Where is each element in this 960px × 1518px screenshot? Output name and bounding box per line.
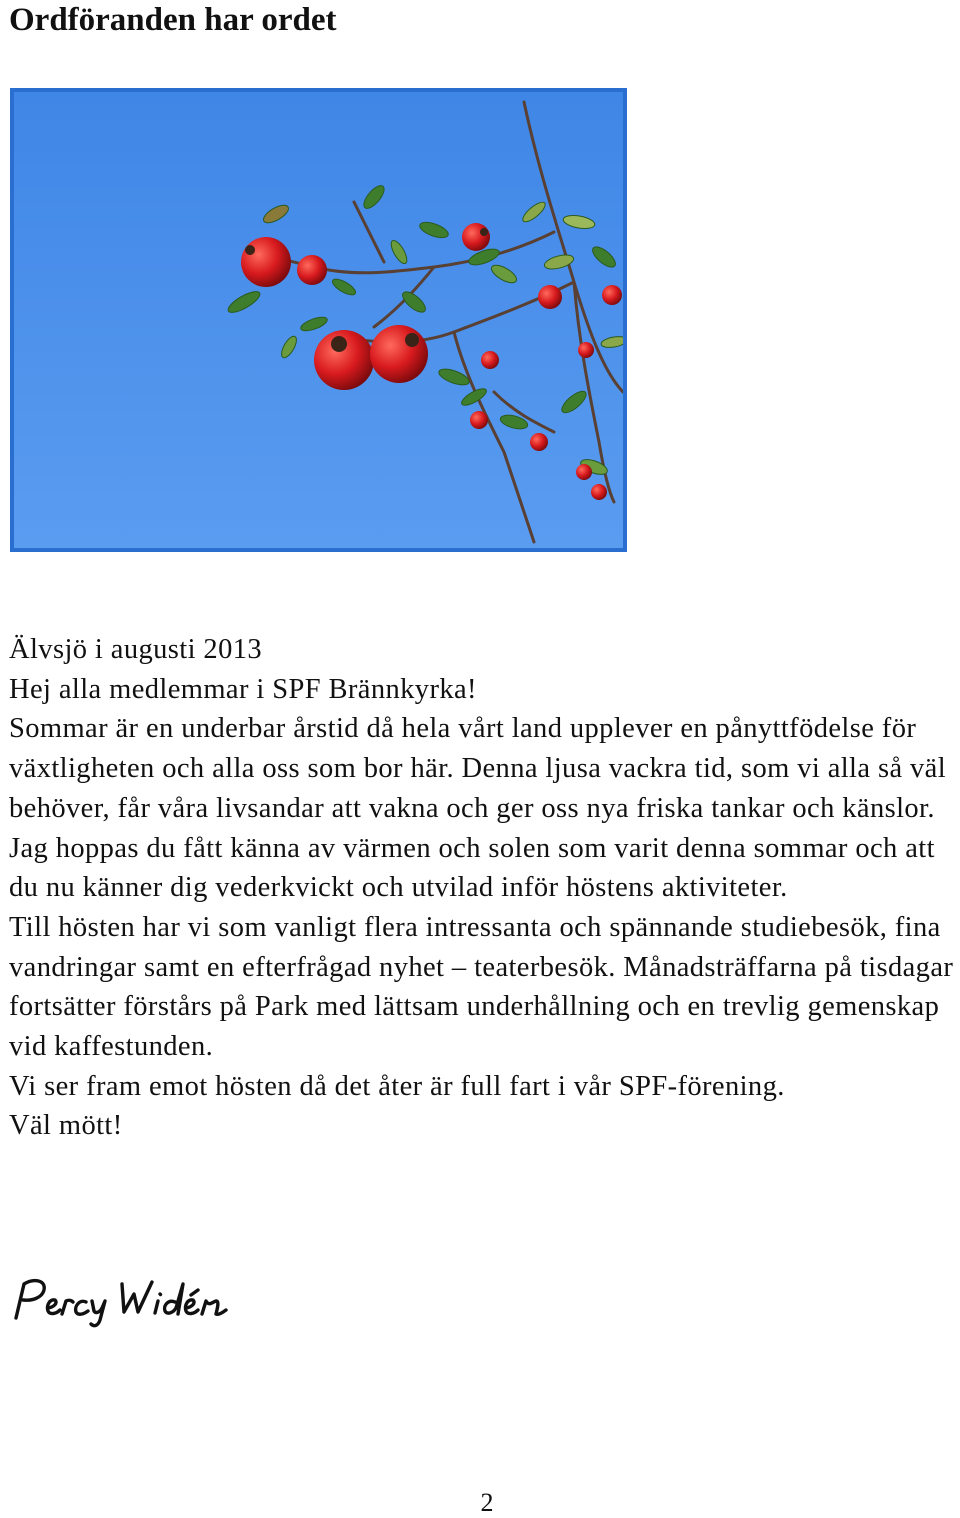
letter-body	[9, 630, 960, 1146]
rose-hip-photo	[10, 88, 627, 552]
date-line: Älvsjö i augusti 2013	[9, 634, 263, 665]
paragraph-hopes: Jag hoppas du fått känna av värmen och solen som varit denna sommar och att du nu känner dig vederkvickt och utvilad inför höstens aktiviteter.	[9, 832, 935, 904]
paragraph-autumn-program: Till hösten har vi som vanligt flera intressanta och spännande studiebesök, fina vandringar samt en efterfrågad nyhet – teaterbesök. Månadsträffarna på tisdagar fortsätter förstårs på Park med lättsam underhållning och en trevlig gemenskap vid kaffestunden.	[9, 911, 954, 1063]
greeting: Hej alla medlemmar i SPF Brännkyrka!	[9, 673, 477, 705]
paragraph-summer: Sommar är en underbar årstid då hela vårt land upplever en pånyttfödelse för växtligheten och alla oss som bor här. Denna ljusa vackra tid, som vi alla så väl behöver, får våra livsandar att vakna och ger oss nya friska tankar och känslor.	[9, 713, 947, 824]
closing: Väl mött!	[9, 1110, 123, 1142]
page-title: Ordföranden har ordet	[9, 2, 337, 38]
page-number: 2	[480, 1488, 494, 1517]
signature	[8, 1270, 238, 1330]
paragraph-looking-forward: Vi ser fram emot hösten då det åter är full fart i vår SPF-förening.	[9, 1070, 785, 1102]
rose-hip-illustration	[14, 92, 623, 548]
